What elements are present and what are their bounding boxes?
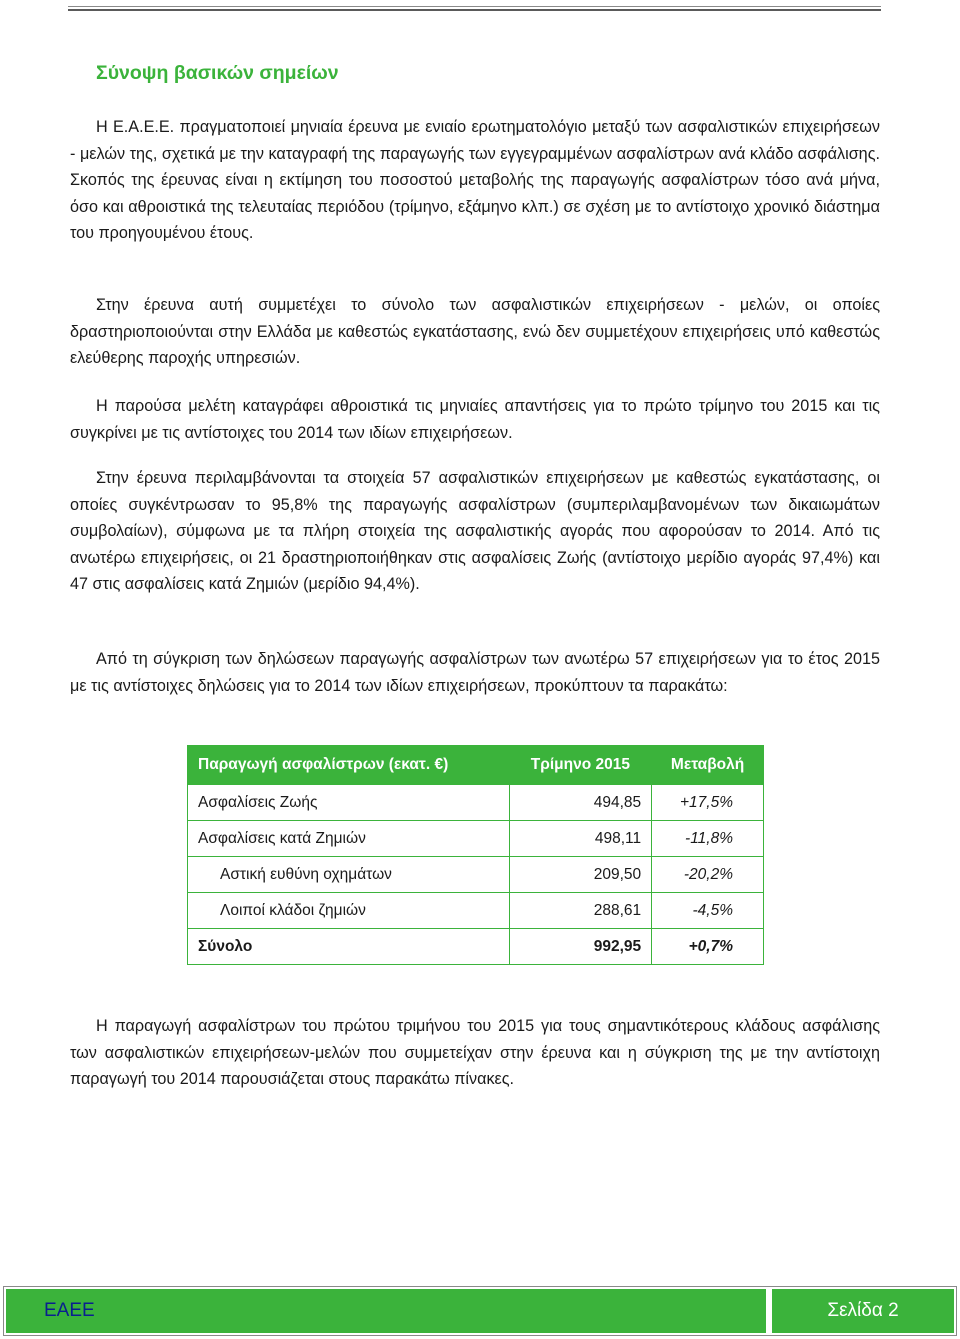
row-label: Λοιποί κλάδοι ζημιών bbox=[188, 893, 510, 929]
page-footer bbox=[3, 1286, 957, 1336]
row-change: +0,7% bbox=[652, 929, 764, 965]
row-change: -11,8% bbox=[652, 821, 764, 857]
header-change: Μεταβολή bbox=[652, 746, 764, 785]
paragraph-comparison-intro: Από τη σύγκριση των δηλώσεων παραγωγής ασφαλίστρων των ανωτέρω 57 επιχειρήσεων για το έτος 2015 με τις αντίστοιχες δηλώσεις για το 2014 των ιδίων επιχειρήσεων, προκύπτουν τα παρακάτω: bbox=[70, 650, 880, 695]
row-label: Αστική ευθύνη οχημάτων bbox=[188, 857, 510, 893]
top-rule bbox=[68, 6, 881, 11]
row-label: Σύνολο bbox=[188, 929, 510, 965]
paragraph-survey-intro: Η Ε.Α.Ε.Ε. πραγματοποιεί μηνιαία έρευνα με ενιαίο ερωτηματολόγιο μεταξύ των ασφαλιστικών επιχειρήσεων - μελών της, σχετικά με την καταγραφή της παραγωγής των εγγεγραμμένων ασφαλίστρων ανά κλάδο ασφάλισης. Σκοπός της έρευνας είναι η εκτίμηση του ποσοστού μεταβολής της παραγωγής ασφαλίστρων τόσο ανά μήνα, όσο και αθροιστικά της τελευταίας περιόδου (τρίμηνο, εξάμηνο κλπ.) σε σχέση με το αντίστοιχο χρονικό διάστημα του προηγουμένου έτους. bbox=[70, 118, 880, 242]
table-row bbox=[188, 785, 764, 821]
section-heading: Σύνοψη βασικών σημείων bbox=[96, 62, 339, 84]
paragraph-tables-intro: Η παραγωγή ασφαλίστρων του πρώτου τριμήνου του 2015 για τους σημαντικότερους κλάδους ασφάλισης των ασφαλιστικών επιχειρήσεων-μελών που συμμετείχαν στην έρευνα και η σύγκριση της με την αντίστοιχη παραγωγή του 2014 παρουσιάζεται στους παρακάτω πίνακες. bbox=[70, 1017, 880, 1088]
row-value: 494,85 bbox=[509, 785, 652, 821]
paragraph-participants: Στην έρευνα αυτή συμμετέχει το σύνολο των ασφαλιστικών επιχειρήσεων - μελών, οι οποίες δραστηριοποιούνται στην Ελλάδα με καθεστώς εγκατάστασης, ενώ δεν συμμετέχουν επιχειρήσεις υπό καθεστώς ελεύθερης παροχής υπηρεσιών. bbox=[70, 296, 880, 367]
paragraph-study-scope: Η παρούσα μελέτη καταγράφει αθροιστικά τις μηνιαίες απαντήσεις για το πρώτο τρίμηνο του 2015 και τις συγκρίνει με τις αντίστοιχες του 2014 των ιδίων επιχειρήσεων. bbox=[70, 397, 880, 442]
header-premium-production: Παραγωγή ασφαλίστρων (εκατ. €) bbox=[188, 746, 510, 785]
row-value: 288,61 bbox=[509, 893, 652, 929]
row-change: +17,5% bbox=[652, 785, 764, 821]
paragraph-market-share: Στην έρευνα περιλαμβάνονται τα στοιχεία 57 ασφαλιστικών επιχειρήσεων με καθεστώς εγκατάστασης, οι οποίες συγκέντρωσαν το 95,8% της παραγωγής ασφαλίστρων (συμπεριλαμβανομένων των δικαιωμάτων συμβολαίων), σύμφωνα με τα πλήρη στοιχεία της ασφαλιστικής αγοράς που αφορούσαν το 2014. Από τις ανωτέρω επιχειρήσεις, οι 21 δραστηριοποιήθηκαν στις ασφαλίσεις Ζωής (αντίστοιχο μερίδιο αγοράς 97,4%) και 47 στις ασφαλίσεις κατά Ζημιών (μερίδιο 94,4%). bbox=[70, 469, 880, 593]
table-header-row bbox=[188, 746, 764, 785]
table-row bbox=[188, 893, 764, 929]
table-row bbox=[188, 857, 764, 893]
row-label: Ασφαλίσεις κατά Ζημιών bbox=[188, 821, 510, 857]
row-value: 992,95 bbox=[509, 929, 652, 965]
footer-page-number: Σελίδα 2 bbox=[772, 1289, 954, 1333]
row-value: 209,50 bbox=[509, 857, 652, 893]
row-value: 498,11 bbox=[509, 821, 652, 857]
footer-organization: ΕΑΕΕ bbox=[6, 1289, 766, 1333]
row-label: Ασφαλίσεις Ζωής bbox=[188, 785, 510, 821]
table-row bbox=[188, 821, 764, 857]
premium-production-table bbox=[187, 745, 764, 965]
row-change: -20,2% bbox=[652, 857, 764, 893]
row-change: -4,5% bbox=[652, 893, 764, 929]
header-quarter-2015: Τρίμηνο 2015 bbox=[509, 746, 652, 785]
table-total-row bbox=[188, 929, 764, 965]
